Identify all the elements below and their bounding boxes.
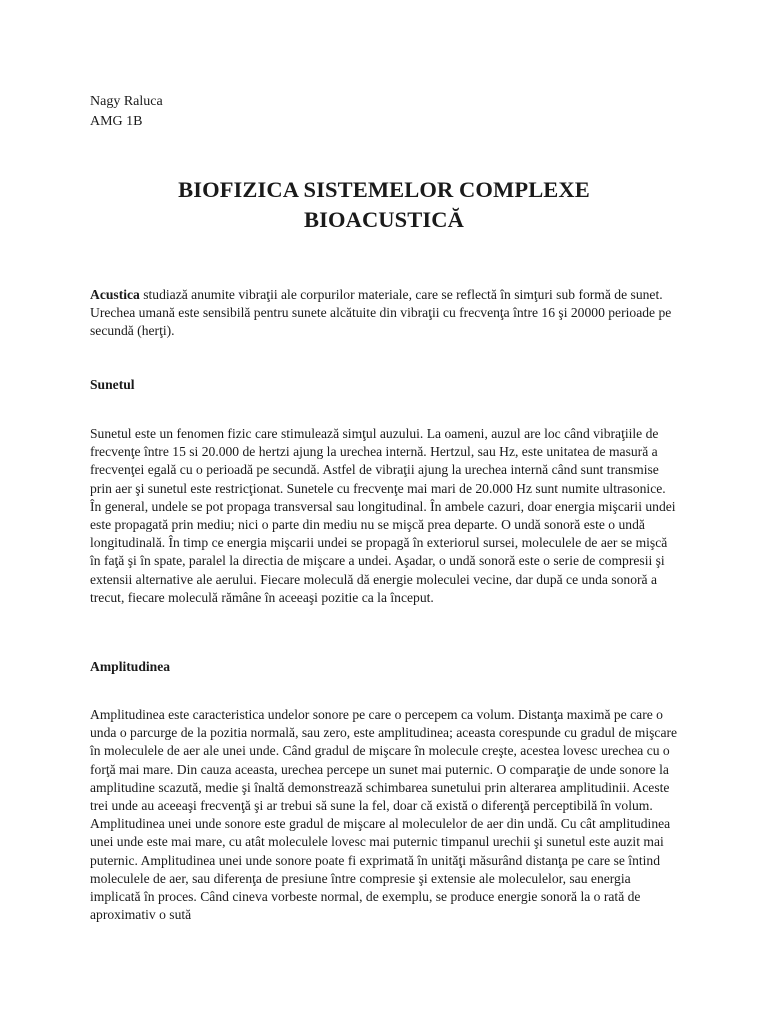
heading-amplitudinea: Amplitudinea bbox=[90, 659, 171, 674]
title-line-2: BIOACUSTICĂ bbox=[304, 207, 464, 232]
intro-paragraph bbox=[90, 286, 680, 341]
title-line-1: BIOFIZICA SISTEMELOR COMPLEXE bbox=[178, 177, 590, 202]
author-block bbox=[90, 92, 163, 132]
author-group: AMG 1B bbox=[90, 114, 143, 129]
document-title bbox=[0, 175, 768, 235]
intro-text: studiază anumite vibraţii ale corpurilor materiale, care se reflectă în simţuri sub formă de sunet. Urechea umană este sensibilă pentru sunete alcătuite din vibraţii cu frecvenţa între 16 şi 20000 perioade pe secundă (herţi). bbox=[90, 287, 672, 339]
amplitudinea-paragraph: Amplitudinea este caracteristica undelor sonore pe care o percepem ca volum. Distanţa maximă pe care o unda o parcurge de la pozitia normală, sau zero, este amplitudinea; aceasta corespunde cu gradul de mişcare în moleculele de aer ale unei unde. Când gradul de mişcare în molecule creşte, acestea lovesc urechea cu o forţă mai mare. Din cauza aceasta, urechea percepe un sunet mai puternic. O comparaţie de unde sonore la amplitudine scazută, medie şi înaltă demonstrează schimbarea sunetului prin alterarea amplitudinii. Aceste trei unde au aceeaşi frecvenţă şi ar trebui să sune la fel, doar că există o diferenţă perceptibilă în volum. Amplitudinea unei unde sonore este gradul de mişcare al moleculelor de aer din undă. Cu cât amplitudinea unei unde este mai mare, cu atât moleculele lovesc mai puternic timpanul urechii şi sunetul este auzit mai puternic. Amplitudinea unei unde sonore poate fi exprimată în unităţi măsurând distanţa pe care se întind moleculele de aer, sau diferenţa de presiune între compresie şi extensie ale moleculelor, sau energia implicată în proces. Când cineva vorbeste normal, de exemplu, se produce energie sonoră la o rată de aproximativ o sută bbox=[90, 707, 678, 923]
author-name: Nagy Raluca bbox=[90, 94, 163, 109]
heading-sunetul: Sunetul bbox=[90, 377, 135, 392]
sunetul-paragraph: Sunetul este un fenomen fizic care stimulează simţul auzului. La oameni, auzul are loc când vibraţiile de frecvenţe între 15 si 20.000 de hertzi ajung la urechea internă. Hertzul, sau Hz, este unitatea de masură a frecvenţei egală cu o perioadă pe secundă. Astfel de vibraţii ajung la urechea internă când sunt transmise prin aer şi sunetul este restricţionat. Sunetele cu frecvenţe mai mari de 20.000 Hz sunt numite ultrasonice. În general, undele se pot propaga transversal sau longitudinal. În ambele cazuri, doar energia mişcarii undei este propagată prin mediu; nici o parte din mediu nu se mişcă prea departe. O undă sonoră este o undă longitudinală. În timp ce energia mişcarii undei se propagă în exteriorul sursei, moleculele de aer se mişcă în faţă şi în spate, paralel la directia de mişcare a undei. Aşadar, o undă sonoră este o serie de compresii şi extensii alternative ale aerului. Fiecare moleculă dă energie moleculei vecine, dar după ce unda sonoră a trecut, fiecare moleculă rămâne în aceeaşi pozitie ca la început. bbox=[90, 426, 676, 605]
intro-term: Acustica bbox=[90, 287, 140, 302]
